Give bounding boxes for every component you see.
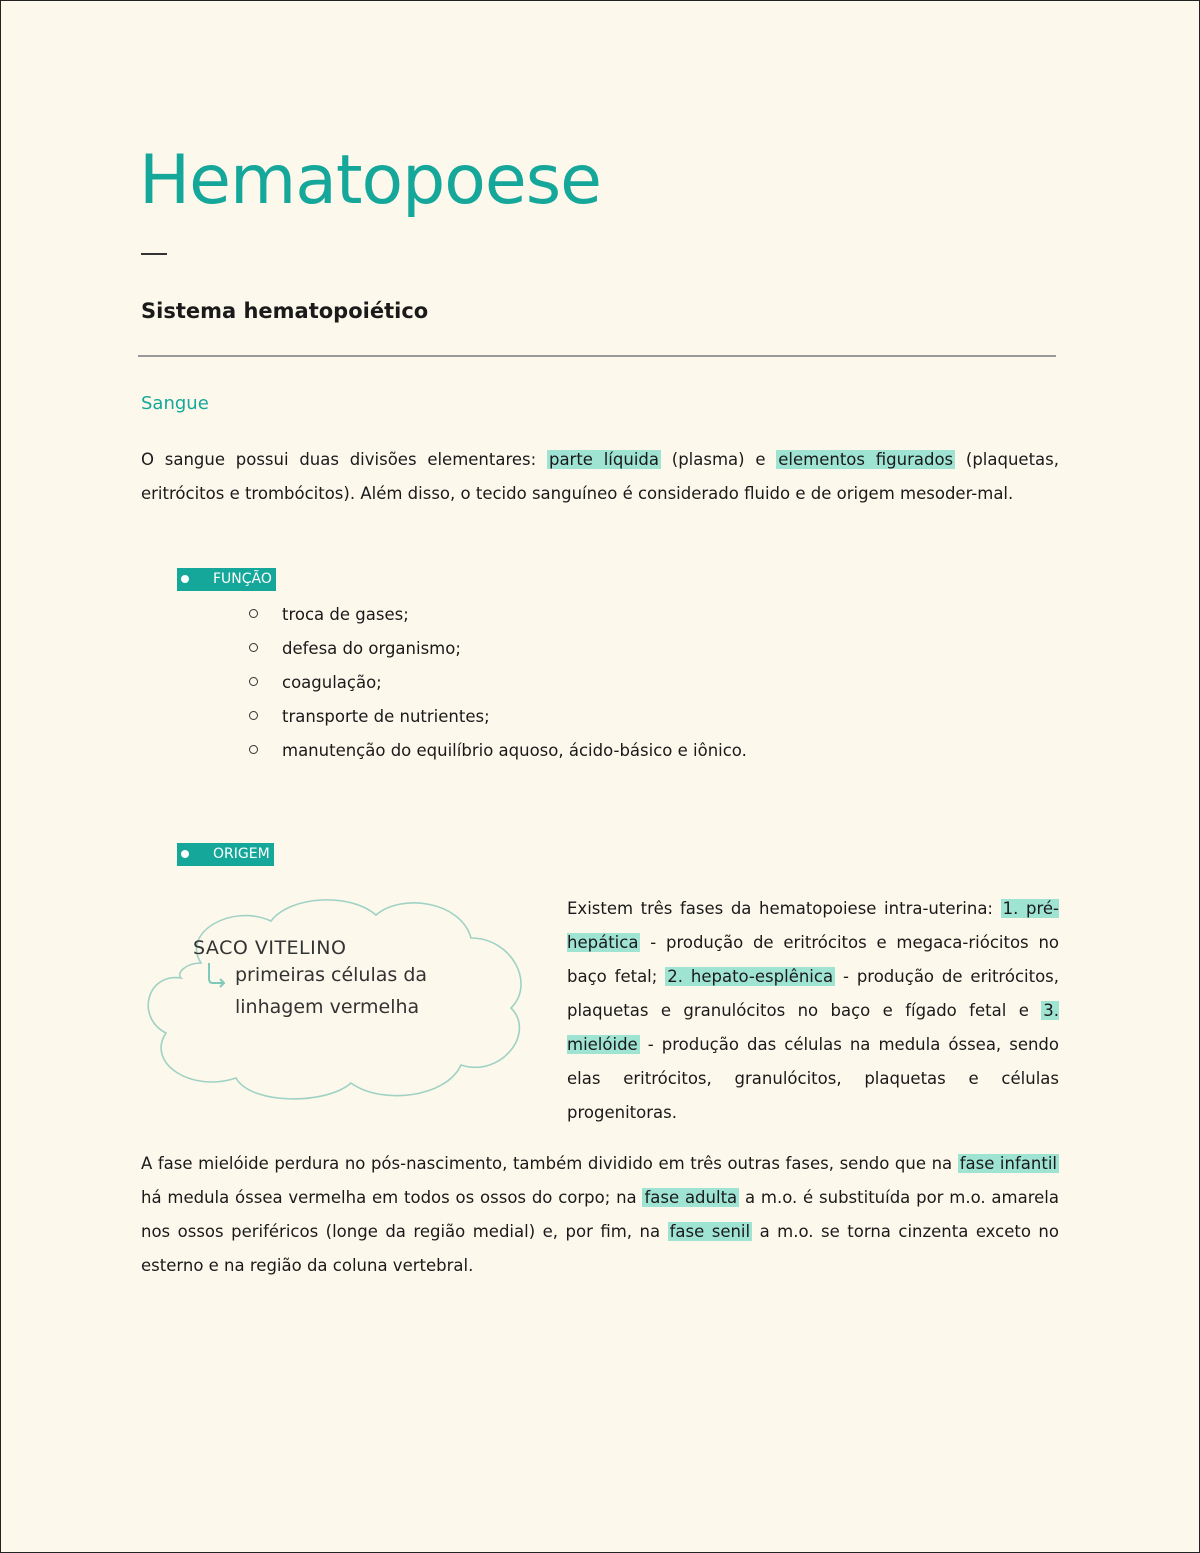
highlight-parte-liquida: parte líquida [548,450,659,469]
list-item-text: defesa do organismo; [282,639,461,658]
funcao-list [249,598,747,768]
text-run: - produção de eritrócitos e megaca-riócitos no baço fetal; [567,933,1059,986]
paragraph-sangue [141,443,1059,511]
list-item [249,734,747,768]
text-run: - produção de eritrócitos, plaquetas e granulócitos no baço e fígado fetal e [567,967,1060,1020]
paragraph-fases-intrauterinas [567,892,1059,1130]
highlight-fase-adulta: fase adulta [644,1188,738,1207]
bullet-origem-label: ORIGEM [213,846,270,862]
paragraph-fase-mieloide [141,1147,1059,1283]
list-item [249,666,747,700]
list-item-text: troca de gases; [282,605,409,624]
list-item-text: coagulação; [282,673,382,692]
highlight-pre-hepatica: 1. pré-hepática [567,899,1059,952]
text-run: a m.o. se torna cinzenta exceto no esterno e na região da coluna vertebral. [141,1222,1059,1275]
highlight-elementos-figurados: elementos figurados [778,450,954,469]
circle-bullet-icon [249,609,258,618]
circle-bullet-icon [249,643,258,652]
bullet-dot-icon [181,850,189,858]
list-item-text: manutenção do equilíbrio aquoso, ácido-básico e iônico. [282,741,747,760]
list-item [249,700,747,734]
page-title: Hematopoese [139,141,602,220]
bullet-funcao [177,568,276,591]
cloud-note-heading: SACO VITELINO [193,937,347,959]
text-run: Existem três fases da hematopoiese intra-uterina: [567,899,1001,918]
text-run: (plaquetas, eritrócitos e trombócitos). Além disso, o tecido sanguíneo é considerado fluido e de origem mesoder-mal. [141,450,1060,503]
highlight-hepato-esplenica: 2. hepato-esplênica [667,967,834,986]
circle-bullet-icon [249,677,258,686]
section-title: Sistema hematopoiético [141,299,429,323]
cloud-note [193,937,427,1023]
text-run: a m.o. é substituída por m.o. amarela nos ossos periféricos (longe da região medial) e, por fim, na [141,1188,1059,1241]
section-rule [138,355,1056,357]
text-run: A fase mielóide perdura no pós-nascimento, também dividido em três outras fases, sendo que na [141,1154,958,1173]
text-run: - produção das células na medula óssea, sendo elas eritrócitos, granulócitos, plaquetas e células progenitoras. [567,1035,1059,1122]
circle-bullet-icon [249,745,258,754]
highlight-fase-infantil: fase infantil [959,1154,1057,1173]
bullet-dot-icon [181,575,189,583]
subheading-sangue: Sangue [141,393,209,414]
text-run: O sangue possui duas divisões elementares: [141,450,547,469]
list-item [249,598,747,632]
text-run: há medula óssea vermelha em todos os ossos do corpo; na [141,1188,643,1207]
list-item [249,632,747,666]
list-item-text: transporte de nutrientes; [282,707,490,726]
cloud-note-line: linhagem vermelha [235,996,420,1018]
highlight-mieloide: 3. mielóide [567,1001,1059,1054]
text-run: (plasma) e [661,450,777,469]
highlight-fase-senil: fase senil [669,1222,751,1241]
title-divider [141,253,167,255]
cloud-note-line: primeiras células da [235,964,428,986]
bullet-funcao-label: FUNÇÃO [213,571,272,587]
bullet-origem [177,843,274,866]
circle-bullet-icon [249,711,258,720]
